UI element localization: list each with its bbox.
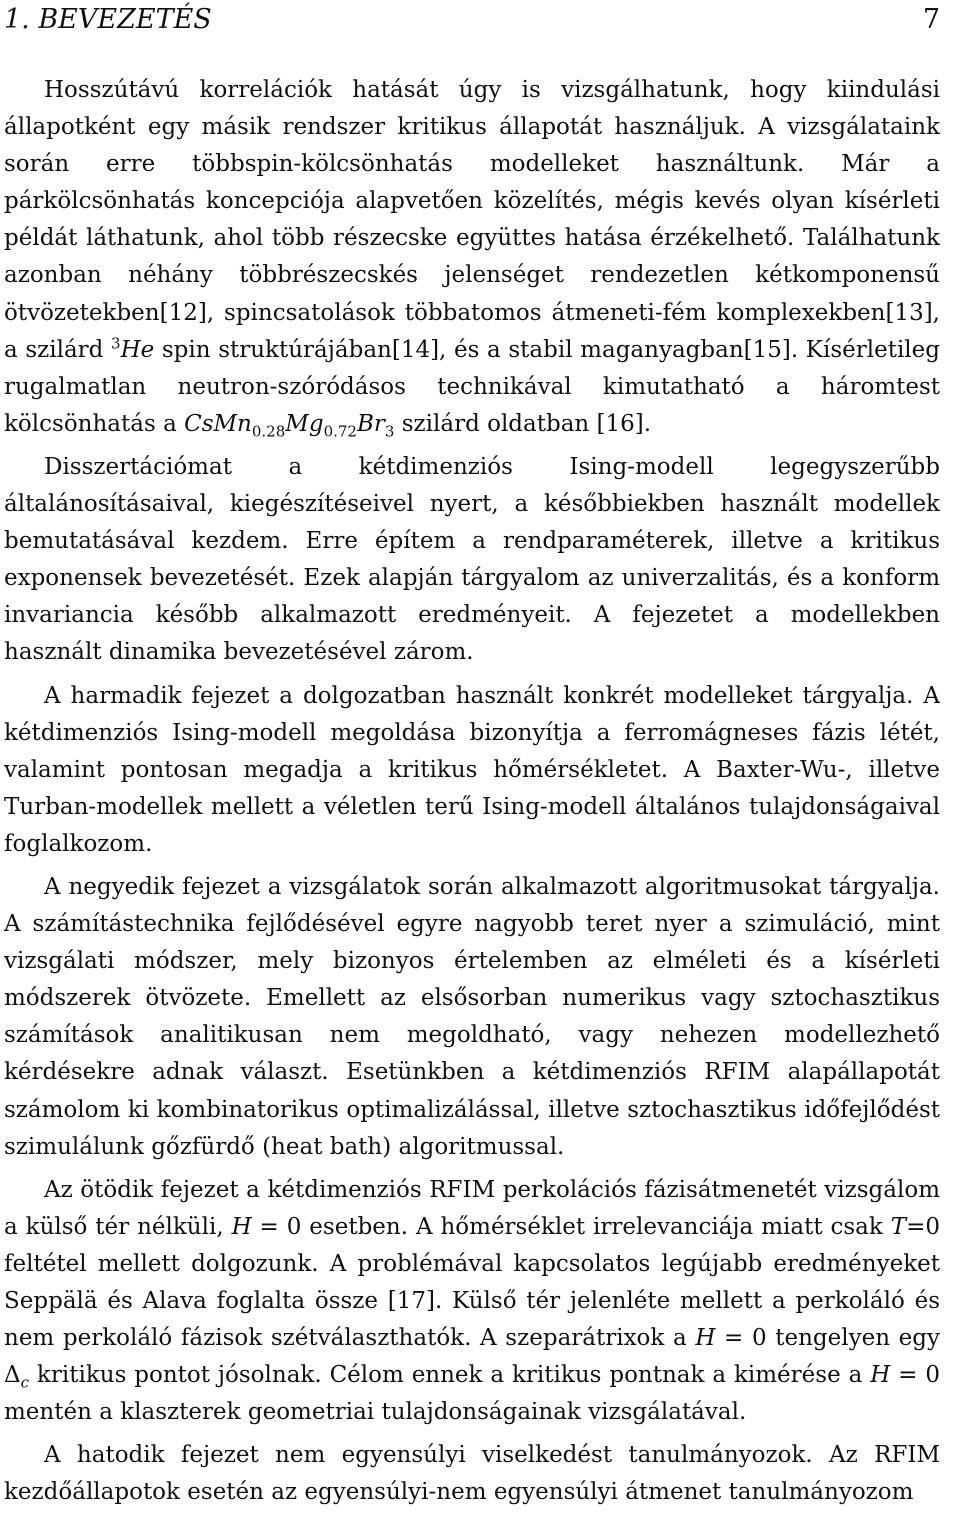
mg-subscript: 0.72 <box>323 422 357 441</box>
he3-superscript: 3 <box>111 334 121 352</box>
running-header <box>4 4 940 38</box>
equals-zero-2: =0 <box>906 1213 940 1240</box>
paragraph-5 <box>4 1172 940 1432</box>
h-symbol-2: H <box>695 1325 716 1352</box>
br-subscript: 3 <box>384 422 395 441</box>
paragraph-3: A harmadik fejezet a dolgozatban használt konkrét modelleket tárgyalja. A kétdimenziós Ising-modell megoldása bizonyítja a ferromágneses fázis létét, valamint pontosan megadja a kritikus hőmérsékletet. A Baxter-Wu-, illetve Turban-modellek mellett a véletlen terű Ising-modell általános tulajdonságaival foglalkozom. <box>4 682 940 857</box>
p5-text-c: feltétel mellett dolgozunk. A problémával kapcsolatos legújabb eredményeket Seppälä és Alava foglalta össze [17]. Külső tér jelenléte mellett a perkoláló és nem perkoláló fázisok szétválaszthatók. A szeparátrixok a <box>4 1250 940 1352</box>
h-symbol-3: H <box>870 1362 891 1389</box>
delta-symbol: Δ <box>4 1362 21 1389</box>
equals-zero-1: = 0 <box>251 1213 302 1240</box>
paragraph-6: A hatodik fejezet nem egyensúlyi viselkedést tanulmányozok. Az RFIM kezdőállapotok esetén az egyensúlyi-nem egyensúlyi átmenet tanulmányozom <box>4 1442 940 1506</box>
br-symbol: Br <box>356 410 385 437</box>
p1-text-b: spin struktúrájában[14], és a stabil maganyagban[15]. Kísérletileg rugalmatlan neutron-szóródásos technikával kimutatható a háromtest kölcsönhatás a <box>4 336 940 437</box>
body-text <box>4 72 940 1518</box>
paragraph-1 <box>4 72 940 443</box>
chapter-title: 1. BEVEZETÉS <box>4 4 212 35</box>
mg-symbol: Mg <box>285 410 324 437</box>
page-number: 7 <box>922 4 940 35</box>
t-symbol: T <box>890 1213 907 1240</box>
paragraph-4: A negyedik fejezet a vizsgálatok során alkalmazott algoritmusokat tárgyalja. A számítástechnika fejlődésével egyre nagyobb teret nyer a szimuláció, mint vizsgálati módszer, mely bizonyos értelemben az elméleti és a kísérleti módszerek ötvözete. Emellett az elsősorban numerikus vagy sztochasztikus számítások analitikusan nem megoldható, vagy nehezen modellezhető kérdésekre adnak választ. Esetünkben a kétdimenziós RFIM alapállapotát számolom ki kombinatorikus optimalizálással, illetve sztochasztikus időfejlődést szimulálunk gőzfürdő (heat bath) algoritmussal. <box>4 873 940 1160</box>
csmn-subscript: 0.28 <box>251 422 286 441</box>
p5-text-a: Az ötödik fejezet a kétdimenziós RFIM perkolációs fázisátmenetét vizsgálom a külső tér nélküli, <box>4 1176 940 1240</box>
p1-text-c: szilárd oldatban [16]. <box>394 410 652 437</box>
p5-text-d: tengelyen egy <box>766 1325 940 1352</box>
he-symbol: He <box>120 336 155 363</box>
equals-zero-4: = 0 <box>890 1362 940 1389</box>
equals-zero-3: = 0 <box>715 1325 767 1352</box>
csmn-symbol: CsMn <box>184 410 252 437</box>
p5-text-e: kritikus pontot jósolnak. Célom ennek a kritikus pontnak a kimérése a <box>29 1362 871 1389</box>
h-symbol-1: H <box>231 1213 252 1240</box>
p5-text-b: esetben. A hőmérséklet irrelevanciája miatt csak <box>301 1213 891 1240</box>
paragraph-2: Disszertációmat a kétdimenziós Ising-modell legegyszerűbb általánosításaival, kiegészítéseivel nyert, a későbbiekben használt modellek bemutatásával kezdem. Erre építem a rendparaméterek, illetve a kritikus exponensek bevezetését. Ezek alapján tárgyalom az univerzalitás, és a konform invariancia később alkalmazott eredményeit. A fejezetet a modellekben használt dinamika bevezetésével zárom. <box>4 453 940 666</box>
p1-text-a: Hosszútávú korrelációk hatását úgy is vizsgálhatunk, hogy kiindulási állapotként egy másik rendszer kritikus állapotát használjuk. A vizsgálataink során erre többspin-kölcsönhatás modelleket használtunk. Már a párkölcsönhatás koncepciója alapvetően közelítés, mégis kevés olyan kísérleti példát láthatunk, ahol több részecske együttes hatása érzékelhető. Találhatunk azonban néhány többrészecskés jelenséget rendezetlen kétkomponensű ötvözetekben[12], spincsatolások többatomos átmeneti-fém komplexekben[13], a szilárd <box>4 77 940 363</box>
p5-text-f: mentén a klaszterek geometriai tulajdonságainak vizsgálatával. <box>4 1399 747 1426</box>
delta-subscript: c <box>20 1373 30 1392</box>
